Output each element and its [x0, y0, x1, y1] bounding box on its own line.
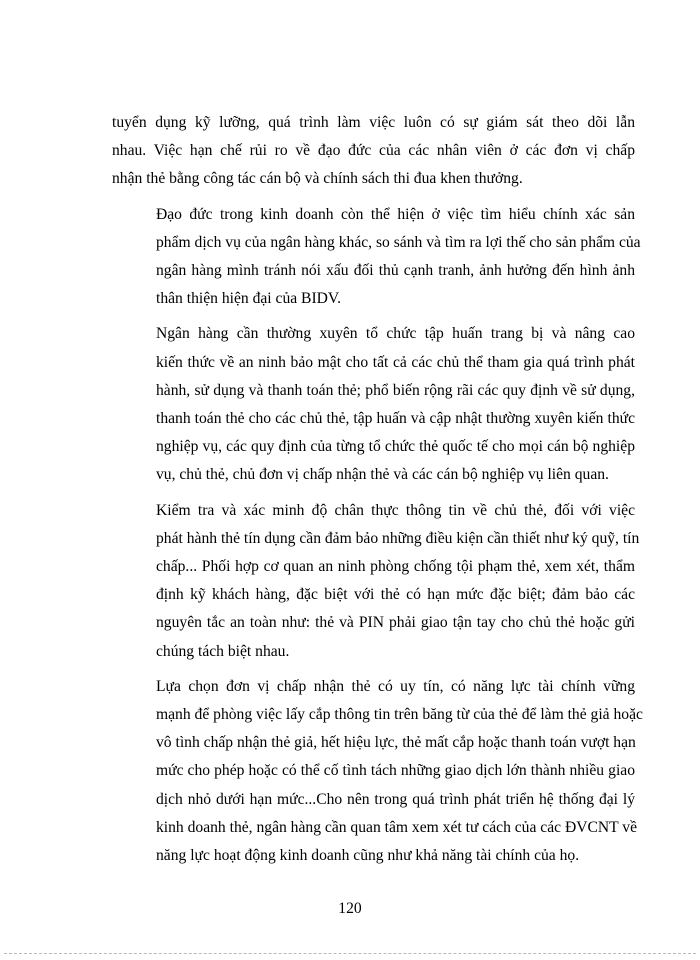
text-line: tuyển dụng kỹ lưỡng, quá trình làm việc luôn có sự giám sát theo dõi lẫn — [112, 114, 635, 131]
text-line: mức cho phép hoặc có thể cố tình tách những giao dịch lớn thành nhiều giao — [156, 762, 635, 780]
text-line: định kỹ khách hàng, đặc biệt với thẻ có hạn mức đặc biệt; đảm bảo các — [156, 586, 635, 604]
paragraph-1 — [112, 109, 635, 194]
text-line: Lựa chọn đơn vị chấp nhận thẻ có uy tín, có năng lực tài chính vững — [156, 677, 635, 695]
text-line: ngân hàng mình tránh nói xấu đối thủ cạnh tranh, ảnh hưởng đến hình ảnh — [156, 262, 635, 280]
text-line: phát hành thẻ tín dụng cần đảm bảo những điều kiện cần thiết như ký quỹ, tín — [156, 529, 640, 547]
text-line: chấp... Phối hợp cơ quan an ninh phòng chống tội phạm thẻ, xem xét, thẩm — [156, 558, 635, 576]
paragraph-5 — [112, 673, 643, 870]
text-line: kiến thức về an ninh bảo mật cho tất cả các chủ thể tham gia quá trình phát — [156, 353, 635, 371]
text-line: kinh doanh thẻ, ngân hàng cần quan tâm xem xét tư cách của các ĐVCNT về — [156, 818, 638, 836]
text-line: vô tình chấp nhận thẻ giả, hết hiệu lực, thẻ mất cắp hoặc thanh toán vượt hạn — [156, 734, 636, 752]
page-number: 120 — [338, 900, 362, 917]
text-line: mạnh để phòng việc lấy cắp thông tin trên băng từ của thẻ để làm thẻ giả hoặc — [156, 706, 643, 724]
text-line: nguyên tắc an toàn như: thẻ và PIN phải giao tận tay cho chủ thẻ hoặc gửi — [156, 614, 635, 632]
text-line: hành, sử dụng và thanh toán thẻ; phổ biến rộng rãi các quy định về sử dụng, — [156, 381, 635, 399]
paragraph-4 — [112, 497, 640, 666]
text-line: phẩm dịch vụ của ngân hàng khác, so sánh và tìm ra lợi thế cho sản phẩm của — [156, 233, 641, 251]
text-line: Ngân hàng cần thường xuyên tổ chức tập huấn trang bị và nâng cao — [156, 325, 635, 343]
text-line: chúng tách biệt nhau. — [156, 642, 290, 660]
text-line: Kiểm tra và xác minh độ chân thực thông tin về chủ thẻ, đối với việc — [156, 501, 635, 519]
text-line: nhau. Việc hạn chế rủi ro về đạo đức của các nhân viên ở các đơn vị chấp — [112, 142, 635, 160]
text-line: dịch nhỏ dưới hạn mức...Cho nên trong quá trình phát triển hệ thống đại lý — [156, 790, 635, 808]
paragraph-3 — [112, 320, 635, 489]
page-bottom-border — [4, 953, 696, 954]
text-line: nghiệp vụ, các quy định của từng tổ chức thẻ quốc tế cho mọi cán bộ nghiệp — [156, 438, 635, 456]
text-line: vụ, chủ thẻ, chủ đơn vị chấp nhận thẻ và các cán bộ nghiệp vụ liên quan. — [156, 466, 609, 484]
text-line: thanh toán thẻ cho các chủ thẻ, tập huấn và cập nhật thường xuyên kiến thức — [156, 410, 635, 428]
text-line: thân thiện hiện đại của BIDV. — [156, 290, 342, 308]
text-line: năng lực hoạt động kinh doanh cũng như khả năng tài chính của họ. — [156, 847, 580, 865]
text-line: nhận thẻ bằng công tác cán bộ và chính sách thi đua khen thưởng. — [112, 170, 523, 188]
paragraph-2 — [112, 201, 641, 314]
document-body — [112, 109, 643, 877]
text-line: Đạo đức trong kinh doanh còn thể hiện ở việc tìm hiểu chính xác sản — [156, 205, 635, 223]
